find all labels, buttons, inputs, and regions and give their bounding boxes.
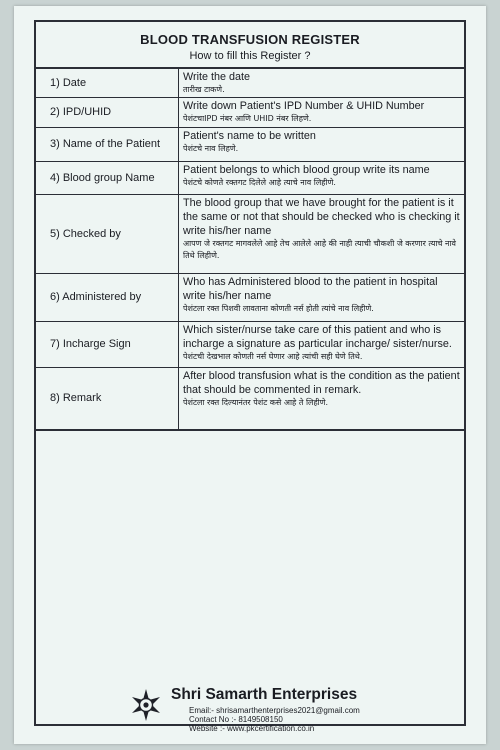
row-description: [179, 274, 467, 322]
row-label: 3) Name of the Patient: [34, 128, 179, 162]
row-label: 6) Administered by: [34, 274, 179, 322]
description-english: After blood transfusion what is the condition as the patient that should be commented in remark.: [183, 370, 460, 396]
row-label: 7) Incharge Sign: [34, 322, 179, 368]
table-row: [34, 322, 466, 368]
description-english: Patient's name to be written: [183, 130, 316, 142]
register-page: [14, 6, 486, 744]
description-marathi: पेशंटचाIPD नंबर आणि UHID नंबर लिहणे.: [183, 114, 312, 123]
page-title: BLOOD TRANSFUSION REGISTER: [140, 32, 360, 47]
description-english: Write the date: [183, 71, 251, 83]
description-marathi: पेशंटला रक्त पिशवी लावताना कोणती नर्स होती त्यांचे नाव लिहीणे.: [183, 304, 374, 313]
description-marathi: पेशंटला रक्त दिल्यानंतर पेशंट कसे आहे ते लिहीणे.: [183, 398, 329, 407]
row-description: [179, 322, 467, 368]
description-english: Patient belongs to which blood group write its name: [183, 164, 430, 176]
company-name: Shri Samarth Enterprises: [171, 686, 358, 703]
description-marathi: तारीख टाकणे.: [183, 85, 225, 94]
row-description: [179, 162, 467, 195]
table-row: [34, 68, 466, 98]
row-description: [179, 68, 467, 98]
description-english: Who has Administered blood to the patient in hospital write his/her name: [183, 276, 438, 302]
row-description: [179, 368, 467, 430]
instructions-table: [34, 67, 466, 431]
description-marathi: आपण जे रक्तगट मागवलेले आहे तेच आलेले आहे की नाही त्याची चौकशी जे करणार त्याचे नावे तिथे लिहीणे.: [183, 239, 456, 260]
description-marathi: पेशंटचे कोणते रक्तगट दिलेले आहे त्याचे नाव लिहीणे.: [183, 178, 336, 187]
row-label: 8) Remark: [34, 368, 179, 430]
row-description: [179, 98, 467, 128]
table-row: [34, 195, 466, 274]
table-row: [34, 162, 466, 195]
company-footer: [129, 680, 409, 738]
star-emblem-icon: [129, 688, 163, 722]
page-subtitle: How to fill this Register ?: [189, 50, 311, 62]
contact-email: Email:- shrisamarthenterprises2021@gmail.com: [189, 706, 360, 715]
description-english: Write down Patient's IPD Number & UHID Number: [183, 100, 425, 112]
row-description: [179, 195, 467, 274]
description-english: Which sister/nurse take care of this patient and who is incharge a signature as particular incharge/ sister/nurse.: [183, 324, 452, 350]
register-frame: [34, 20, 466, 726]
table-row: [34, 128, 466, 162]
description-marathi: पेशंटची देखभाल कोणती नर्स घेणार आहे त्यांची सही घेणे तिथे.: [183, 352, 363, 361]
table-row: [34, 368, 466, 430]
table-row: [34, 274, 466, 322]
row-label: 4) Blood group Name: [34, 162, 179, 195]
description-marathi: पेशंटचे नाव लिहणे.: [183, 144, 239, 153]
table-row: [34, 98, 466, 128]
row-label: 5) Checked by: [34, 195, 179, 274]
contact-phone: Contact No :- 8149508150: [189, 715, 283, 724]
row-label: 1) Date: [34, 68, 179, 98]
description-english: The blood group that we have brought for the patient is it the same or not that should be checked who is checking it write his/her name: [183, 197, 460, 237]
contact-website: Website :- www.pkcertification.co.in: [189, 724, 315, 733]
row-label: 2) IPD/UHID: [34, 98, 179, 128]
row-description: [179, 128, 467, 162]
contact-block: [189, 706, 360, 733]
